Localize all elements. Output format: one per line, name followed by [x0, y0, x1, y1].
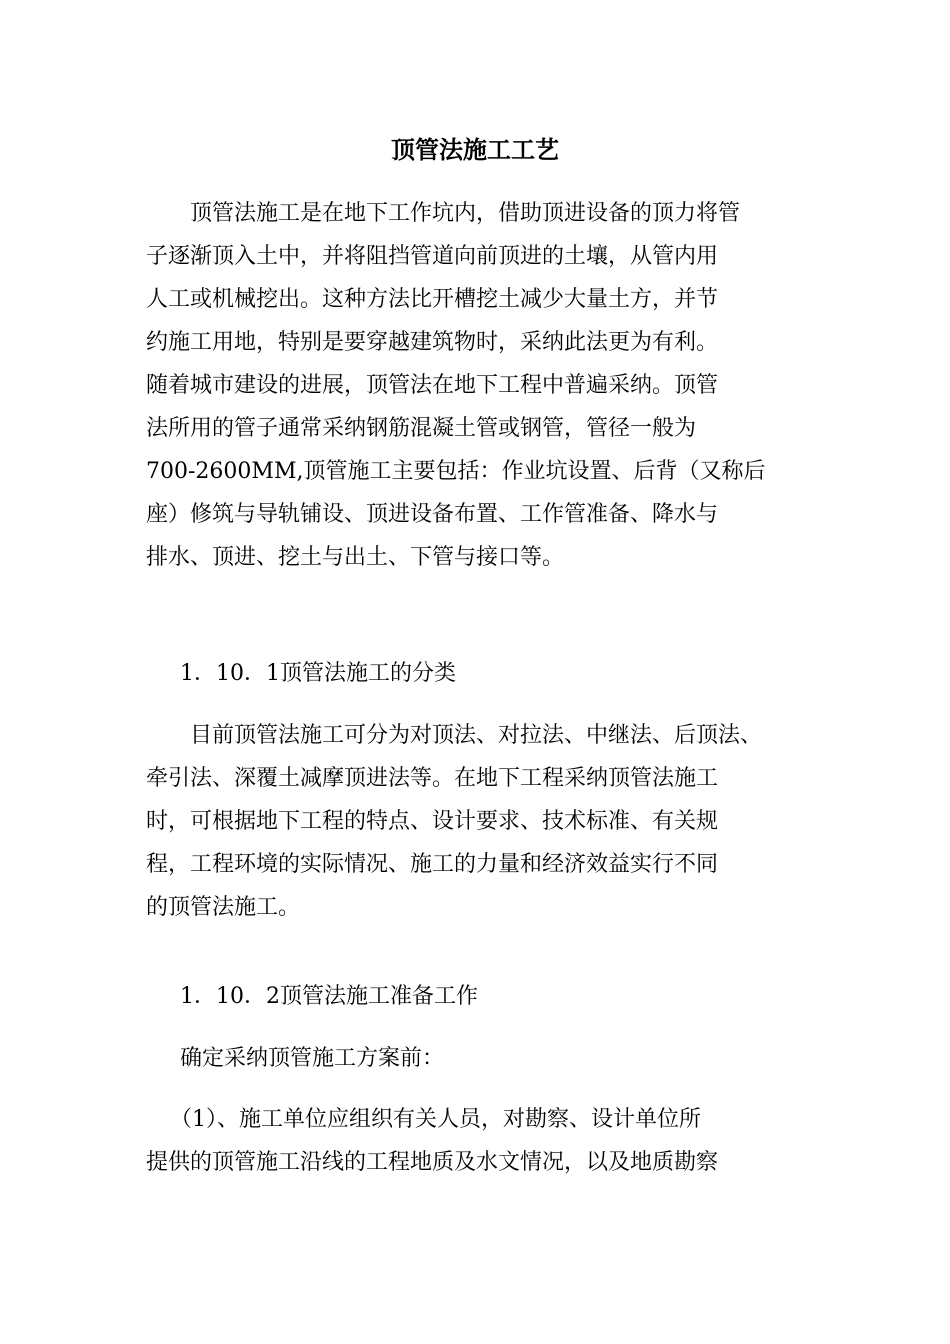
- text-line: 程，工程环境的实际情况、施工的力量和经济效益实行不同: [146, 852, 719, 877]
- text-line: 时，可根据地下工程的特点、设计要求、技术标准、有关规: [146, 809, 719, 834]
- document-title: 顶管法施工工艺: [391, 136, 559, 164]
- text-line: 目前顶管法施工可分为对顶法、对拉法、中继法、后顶法、: [146, 723, 763, 748]
- preparation-intro: 确定采纳顶管施工方案前：: [180, 1046, 445, 1071]
- text-line: 牵引法、深覆土减摩顶进法等。在地下工程采纳顶管法施工: [146, 766, 719, 791]
- classification-paragraph: [146, 714, 791, 929]
- text-line: （1）、施工单位应组织有关人员，对勘察、设计单位所: [170, 1107, 701, 1132]
- text-line: 700-2600MM,顶管施工主要包括：作业坑设置、后背（又称后: [146, 459, 766, 484]
- item-1-paragraph: [146, 1098, 800, 1184]
- text-line: 排水、顶进、挖土与出土、下管与接口等。: [146, 545, 565, 570]
- text-line: 人工或机械挖出。这种方法比开槽挖土减少大量土方，并节: [146, 287, 719, 312]
- intro-paragraph: [146, 192, 791, 579]
- text-line: 座）修筑与导轨铺设、顶进设备布置、工作管准备、降水与: [146, 502, 719, 527]
- text-line: 提供的顶管施工沿线的工程地质及水文情况，以及地质勘察: [146, 1150, 719, 1175]
- section-heading-classification: 1．10．1顶管法施工的分类: [180, 661, 456, 686]
- text-line: 顶管法施工是在地下工作坑内，借助顶进设备的顶力将管: [146, 201, 741, 226]
- text-line: 法所用的管子通常采纳钢筋混凝土管或钢管，管径一般为: [146, 416, 697, 441]
- text-line: 子逐渐顶入土中，并将阻挡管道向前顶进的土壤，从管内用: [146, 244, 719, 269]
- text-line: 的顶管法施工。: [146, 895, 301, 920]
- text-line: 约施工用地，特别是要穿越建筑物时，采纳此法更为有利。: [146, 330, 719, 355]
- section-heading-preparation: 1．10．2顶管法施工准备工作: [180, 984, 478, 1009]
- text-line: 随着城市建设的进展，顶管法在地下工程中普遍采纳。顶管: [146, 373, 719, 398]
